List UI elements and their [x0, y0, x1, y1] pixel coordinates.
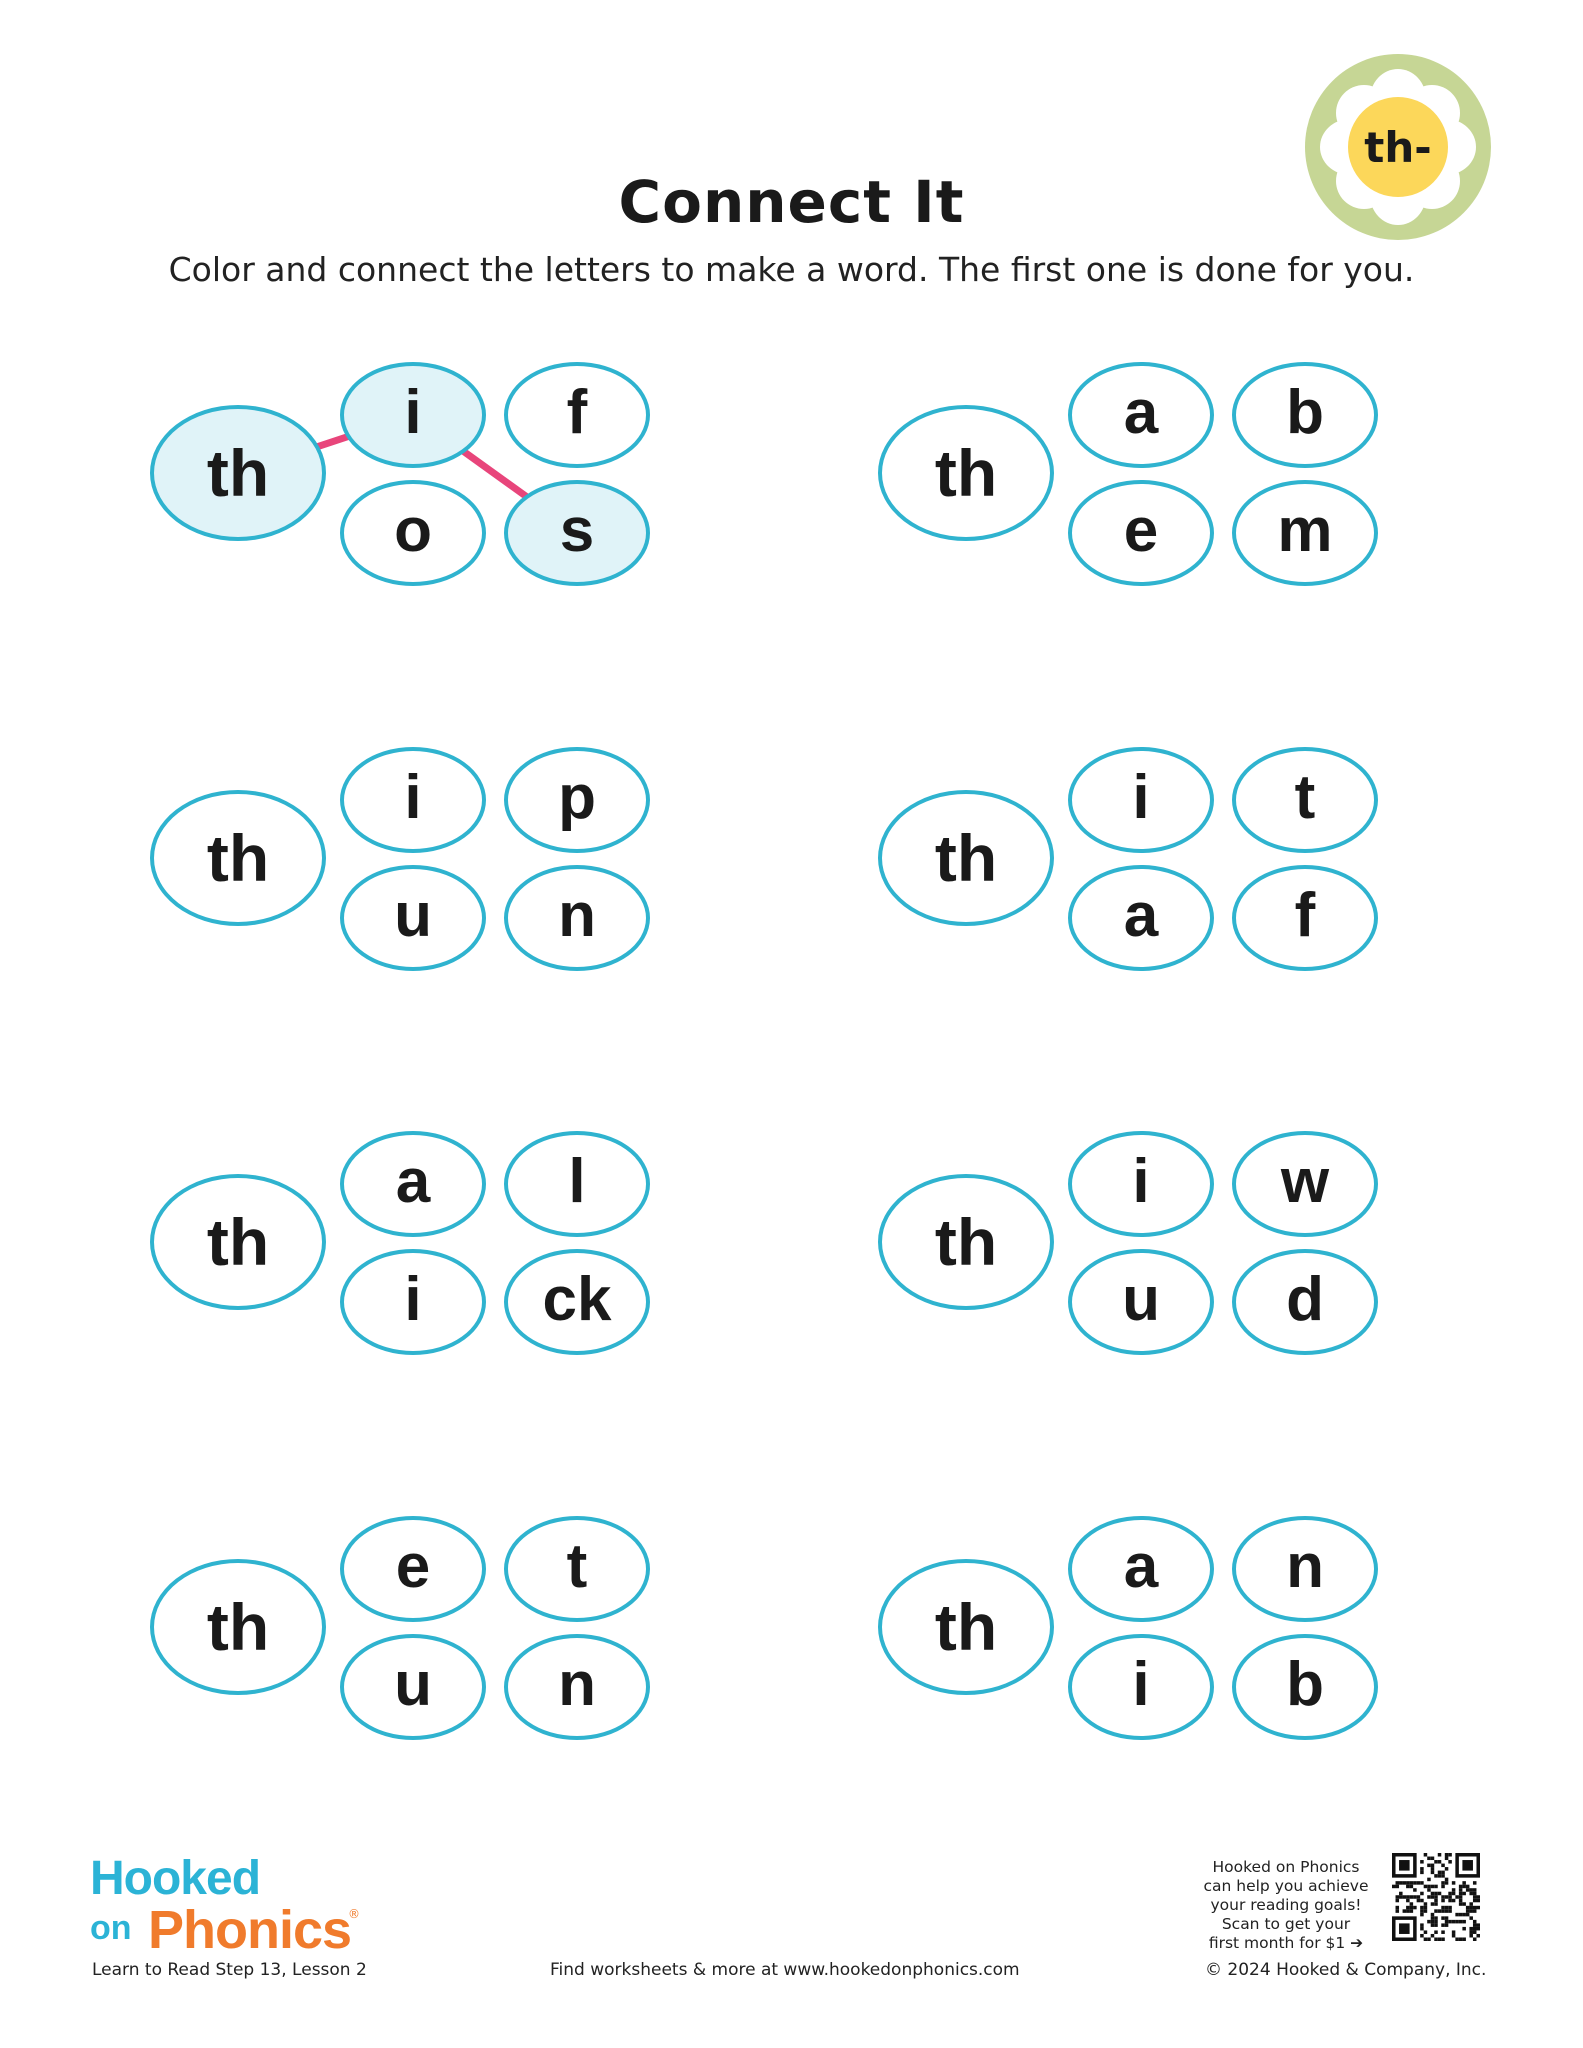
puzzle-2: [878, 362, 1378, 592]
letter-oval[interactable]: i: [1068, 1131, 1214, 1237]
letter-oval[interactable]: f: [1232, 865, 1378, 971]
puzzle-7: [150, 1516, 650, 1746]
promo-line: first month for $1 ➔: [1208, 1934, 1364, 1952]
logo-phonics: Phonics: [148, 1900, 352, 1960]
letter-oval[interactable]: e: [1068, 480, 1214, 586]
stem-oval[interactable]: th: [878, 1174, 1054, 1310]
puzzle-4: [878, 747, 1378, 977]
logo-hooked: Hooked: [90, 1852, 261, 1905]
letter-oval[interactable]: i: [340, 1249, 486, 1355]
stem-oval[interactable]: th: [150, 1559, 326, 1695]
letter-oval[interactable]: f: [504, 362, 650, 468]
letter-oval[interactable]: s: [504, 480, 650, 586]
letter-oval[interactable]: u: [340, 865, 486, 971]
letter-oval[interactable]: l: [504, 1131, 650, 1237]
logo-on: on: [90, 1909, 132, 1947]
stem-oval[interactable]: th: [150, 1174, 326, 1310]
stem-oval[interactable]: th: [150, 790, 326, 926]
puzzle-5: [150, 1131, 650, 1361]
lesson-label: Learn to Read Step 13, Lesson 2: [92, 1960, 367, 1980]
copyright: © 2024 Hooked & Company, Inc.: [1205, 1960, 1487, 1980]
website-link[interactable]: Find worksheets & more at www.hookedonphonics.com: [550, 1960, 1020, 1980]
promo-line: can help you achieve: [1203, 1877, 1369, 1895]
letter-oval[interactable]: n: [1232, 1516, 1378, 1622]
promo-line: your reading goals!: [1210, 1896, 1362, 1914]
letter-oval[interactable]: e: [340, 1516, 486, 1622]
letter-oval[interactable]: i: [1068, 1634, 1214, 1740]
letter-oval[interactable]: p: [504, 747, 650, 853]
promo-text: [1195, 1858, 1377, 1953]
puzzle-8: [878, 1516, 1378, 1746]
letter-oval[interactable]: n: [504, 865, 650, 971]
stem-oval[interactable]: th: [150, 405, 326, 541]
letter-oval[interactable]: d: [1232, 1249, 1378, 1355]
letter-oval[interactable]: ck: [504, 1249, 650, 1355]
letter-oval[interactable]: b: [1232, 1634, 1378, 1740]
promo-line: Scan to get your: [1221, 1915, 1351, 1933]
puzzle-6: [878, 1131, 1378, 1361]
qr-code-icon[interactable]: [1392, 1853, 1480, 1941]
stem-oval[interactable]: th: [878, 790, 1054, 926]
stem-oval[interactable]: th: [878, 405, 1054, 541]
letter-oval[interactable]: u: [1068, 1249, 1214, 1355]
letter-oval[interactable]: u: [340, 1634, 486, 1740]
letter-oval[interactable]: i: [1068, 747, 1214, 853]
letter-oval[interactable]: t: [1232, 747, 1378, 853]
badge-label: th-: [1364, 123, 1432, 172]
promo-line: Hooked on Phonics: [1212, 1858, 1360, 1876]
letter-oval[interactable]: o: [340, 480, 486, 586]
hooked-on-phonics-logo: [90, 1852, 360, 1960]
stem-oval[interactable]: th: [878, 1559, 1054, 1695]
letter-oval[interactable]: a: [1068, 1516, 1214, 1622]
letter-oval[interactable]: a: [1068, 865, 1214, 971]
letter-oval[interactable]: w: [1232, 1131, 1378, 1237]
puzzle-1: [150, 362, 650, 592]
letter-oval[interactable]: b: [1232, 362, 1378, 468]
letter-oval[interactable]: m: [1232, 480, 1378, 586]
letter-oval[interactable]: t: [504, 1516, 650, 1622]
letter-oval[interactable]: i: [340, 747, 486, 853]
puzzle-3: [150, 747, 650, 977]
page-title: Connect It: [618, 168, 965, 236]
letter-oval[interactable]: a: [340, 1131, 486, 1237]
letter-oval[interactable]: a: [1068, 362, 1214, 468]
registered-icon: ®: [348, 1907, 360, 1921]
letter-oval[interactable]: n: [504, 1634, 650, 1740]
instructions: Color and connect the letters to make a word. The first one is done for you.: [168, 250, 1415, 289]
letter-oval[interactable]: i: [340, 362, 486, 468]
